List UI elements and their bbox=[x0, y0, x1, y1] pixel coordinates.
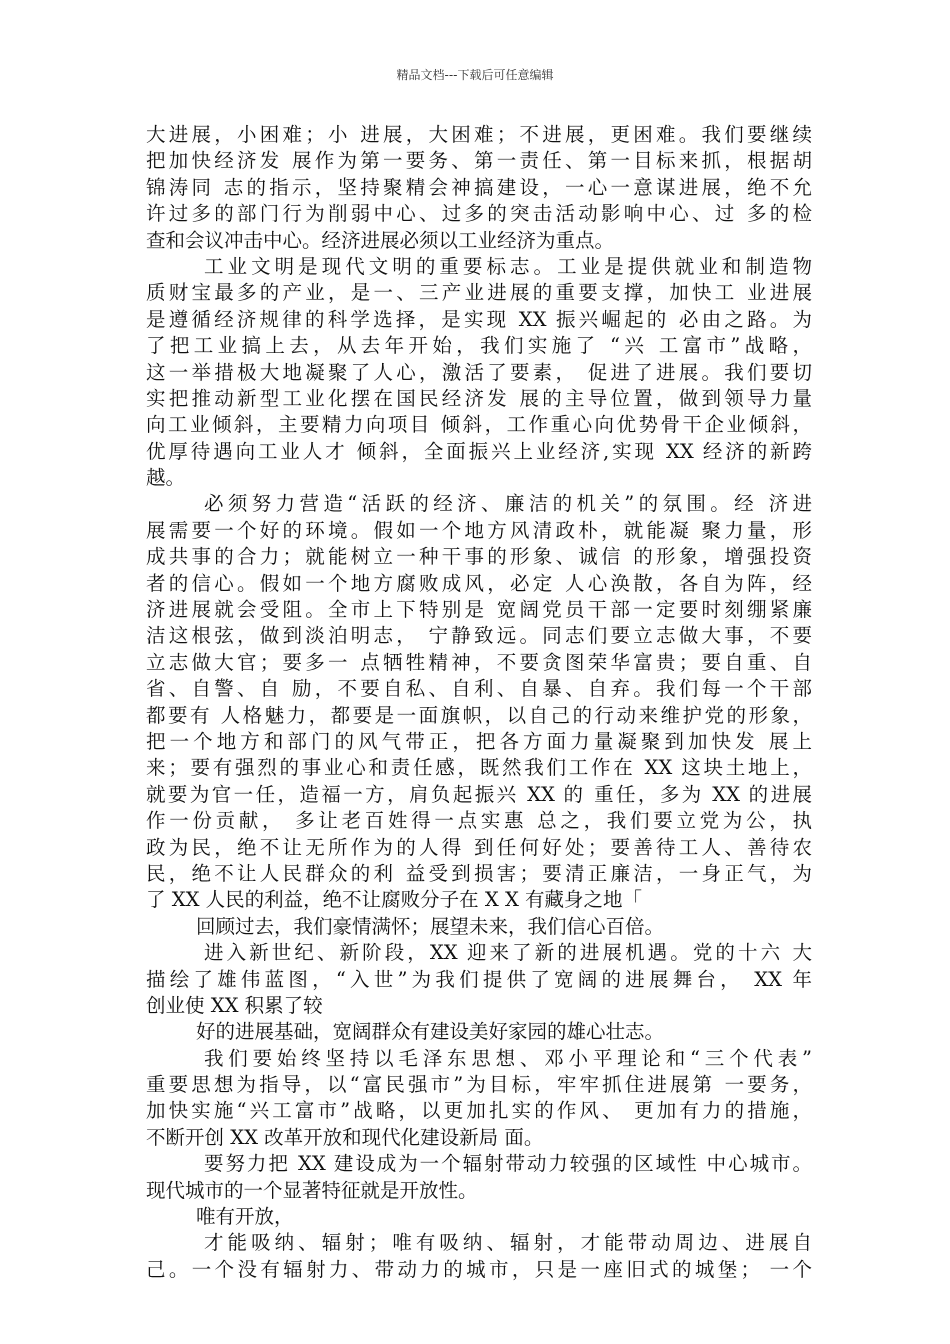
text-line: 优厚待遇向工业人才 倾斜，全面振兴上业经济,实现 XX 经济的新跨 bbox=[146, 439, 812, 463]
text-line: 者的信心。假如一个地方腐败成风，必定 人心涣散，各自为阵，经 bbox=[146, 571, 812, 595]
page-header: 精品文档---下载后可任意编辑 bbox=[396, 68, 554, 82]
text-line: 省、自警、自 励，不要自私、自利、自暴、自弃。我们每一个干部 bbox=[146, 677, 812, 701]
text-line: 质财宝最多的产业，是一、三产业进展的重要支撑，加快工 业进展 bbox=[146, 281, 812, 305]
text-line: 许过多的部门行为削弱中心、过多的突击活动影响中心、过 多的检 bbox=[146, 202, 812, 226]
text-line: 把一个地方和部门的风气带正，把各方面力量凝聚到加快发 展上 bbox=[146, 729, 812, 753]
text-line: 来；要有强烈的事业心和责任感，既然我们工作在 XX 这块土地上， bbox=[146, 756, 812, 780]
text-line: 都要有 人格魅力，都要是一面旗帜，以自己的行动来维护党的形象， bbox=[146, 703, 812, 727]
text-line: 这一举措极大地凝聚了人心，激活了要素， 促进了进展。我们要切 bbox=[146, 360, 812, 384]
text-line: 进入新世纪、新阶段，XX 迎来了新的进展机遇。党的十六 大 bbox=[204, 941, 812, 965]
text-line: 回顾过去，我们豪情满怀；展望未来，我们信心百倍。 bbox=[196, 914, 665, 938]
text-line: 描绘了雄伟蓝图，“入世”为我们提供了宽阔的进展舞台， XX 年 bbox=[146, 967, 812, 991]
text-line: 要努力把 XX 建设成为一个辐射带动力较强的区域性 中心城市。 bbox=[204, 1152, 812, 1176]
text-line: 展需要一个好的环境。假如一个地方风清政朴，就能凝 聚力量，形 bbox=[146, 518, 812, 542]
text-line: 立志做大官；要多一 点牺牲精神，不要贪图荣华富贵；要自重、自 bbox=[146, 650, 812, 674]
text-line: 好的进展基础，宽阔群众有建设美好家园的雄心壮志。 bbox=[196, 1020, 665, 1044]
text-line: 作一份贡献， 多让老百姓得一点实惠 总之，我们要立党为公，执 bbox=[146, 809, 812, 833]
text-line: 加快实施“兴工富市”战略，以更加扎实的作风、 更加有力的措施， bbox=[146, 1099, 812, 1123]
text-line: 我们要始终坚持以毛泽东思想、邓小平理论和“三个代表” bbox=[204, 1046, 812, 1070]
text-line: 创业使 XX 积累了较 bbox=[146, 993, 323, 1017]
body-text bbox=[146, 122, 812, 1283]
text-line: 济进展就会受阻。全市上下特别是 宽阔党员干部一定要时刻绷紧廉 bbox=[146, 598, 812, 622]
text-line: 成共事的合力；就能树立一种干事的形象、诚信 的形象，增强投资 bbox=[146, 545, 812, 569]
text-line: 是遵循经济规律的科学选择，是实现 XX 振兴崛起的 必由之路。为 bbox=[146, 307, 812, 331]
text-line: 重要思想为指导，以“富民强市”为目标，牢牢抓住进展第 一要务， bbox=[146, 1073, 812, 1097]
text-line: 查和会议冲击中心。经济进展必须以工业经济为重点。 bbox=[146, 228, 615, 252]
text-line: 了 XX 人民的利益，绝不让腐败分子在 X X 有藏身之地「 bbox=[146, 888, 643, 912]
text-line: 锦涛同 志的指示，坚持聚精会神搞建设，一心一意谋进展，绝不允 bbox=[146, 175, 812, 199]
text-line: 必须努力营造“活跃的经济、廉洁的机关”的氛围。经 济进 bbox=[204, 492, 812, 516]
text-line: 现代城市的一个显著特征就是开放性。 bbox=[146, 1178, 478, 1202]
text-line: 工业文明是现代文明的重要标志。工业是提供就业和制造物 bbox=[204, 254, 812, 278]
text-line: 大进展，小困难；小 进展，大困难；不进展，更困难。我们要继续 bbox=[146, 123, 812, 146]
text-line: 唯有开放， bbox=[196, 1205, 294, 1229]
text-line: 政为民，绝不让无所作为的人得 到任何好处；要善待工人、善待农 bbox=[146, 835, 812, 859]
text-line: 实把推动新型工业化摆在国民经济发 展的主导位置，做到领导力量 bbox=[146, 386, 812, 410]
text-line: 越。 bbox=[146, 466, 186, 490]
text-line: 民，绝不让人民群众的利 益受到损害；要清正廉洁，一身正气，为 bbox=[146, 861, 812, 885]
text-line: 把加快经济发 展作为第一要务、第一责任、第一目标来抓，根据胡 bbox=[146, 149, 812, 173]
text-line: 己。一个没有辐射力、带动力的城市，只是一座旧式的城堡； 一个 bbox=[146, 1257, 812, 1281]
text-line: 洁这根弦，做到淡泊明志， 宁静致远。同志们要立志做大事，不要 bbox=[146, 624, 812, 648]
text-line: 向工业倾斜，主要精力向项目 倾斜，工作重心向优势骨干企业倾斜， bbox=[146, 413, 812, 437]
text-line: 不断开创 XX 改革开放和现代化建设新局 面。 bbox=[146, 1125, 544, 1149]
text-line: 就要为官一任，造福一方，肩负起振兴 XX 的 重任，多为 XX 的进展 bbox=[146, 782, 812, 806]
text-line: 了把工业搞上去，从去年开始，我们实施了 “兴 工富市”战略， bbox=[146, 334, 812, 358]
text-line: 才能吸纳、辐射；唯有吸纳、辐射，才能带动周边、进展自 bbox=[204, 1231, 812, 1255]
